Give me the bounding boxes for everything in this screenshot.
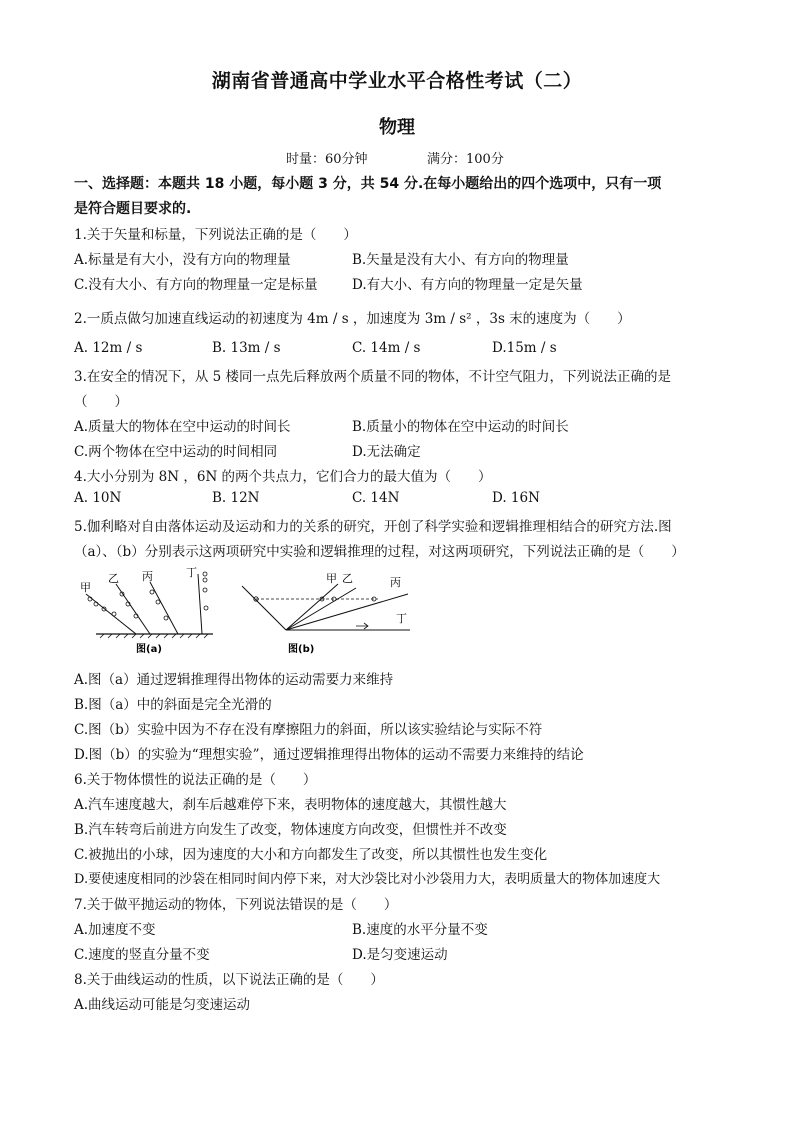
q7-stem: 7.关于做平抛运动的物体，下列说法错误的是（ ） — [74, 897, 398, 913]
q2-option-a: A. 12m / s — [74, 340, 143, 356]
q2-option-b: B. 13m / s — [212, 340, 281, 356]
q5-stem-cont: （a）、（b）分别表示这两项研究中实验和逻辑推理的过程，对这两项研究，下列说法正确的是（ ） — [74, 544, 685, 560]
q4-option-d: D. 16N — [492, 490, 540, 506]
q5-stem: 5.伽利略对自由落体运动及运动和力的关系的研究，开创了科学实验和逻辑推理相结合的研究方法.图 — [74, 519, 672, 535]
q1-option-b: B.矢量是没有大小、有方向的物理量 — [352, 252, 569, 268]
q6-option-a: A.汽车速度越大，刹车后越难停下来，表明物体的速度越大，其惯性越大 — [74, 797, 507, 813]
exam-time: 时量：60分钟 — [286, 152, 368, 167]
q4-option-a: A. 10N — [74, 490, 122, 506]
q7-option-b: B.速度的水平分量不变 — [352, 922, 488, 938]
q3-option-c: C.两个物体在空中运动的时间相同 — [74, 444, 278, 460]
q3-option-d: D.无法确定 — [352, 444, 421, 460]
q7-option-a: A.加速度不变 — [74, 922, 156, 938]
fig-a-label-bing: 丙 — [142, 570, 153, 583]
q1-stem: 1.关于矢量和标量，下列说法正确的是（ ） — [74, 227, 357, 243]
fig-b-label-ding: 丁 — [396, 612, 407, 625]
q3-stem: 3.在安全的情况下，从 5 楼同一点先后释放两个质量不同的物体，不计空气阻力，下列说法正确的是 — [74, 369, 672, 385]
q8-stem: 8.关于曲线运动的性质，以下说法正确的是（ ） — [74, 972, 384, 988]
q3-option-b: B.质量小的物体在空中运动的时间长 — [352, 419, 569, 435]
q3-option-a: A.质量大的物体在空中运动的时间长 — [74, 419, 291, 435]
q8-option-a: A.曲线运动可能是匀变速运动 — [74, 997, 251, 1013]
q1-option-c: C.没有大小、有方向的物理量一定是标量 — [74, 277, 318, 293]
fig-b-label-yi: 乙 — [342, 572, 353, 585]
q6-option-b: B.汽车转弯后前进方向发生了改变，物体速度方向改变，但惯性并不改变 — [74, 822, 507, 838]
fig-b-label-jia: 甲 — [326, 572, 337, 585]
q5-option-c: C.图（b）实验中因为不存在没有摩擦阻力的斜面，所以该实验结论与实际不符 — [74, 722, 543, 738]
q4-stem: 4.大小分别为 8N ，6N 的两个共点力，它们合力的最大值为（ ） — [74, 469, 492, 485]
q2-option-d: D.15m / s — [492, 340, 557, 356]
q5-option-b: B.图（a）中的斜面是完全光滑的 — [74, 697, 272, 713]
section-heading-line1: 一、选择题：本题共 18 小题，每小题 3 分，共 54 分.在每小题给出的四个选项中，只有一项 — [74, 176, 662, 192]
q4-option-b: B. 12N — [212, 490, 260, 506]
q6-option-d: D.要使速度相同的沙袋在相同时间内停下来，对大沙袋比对小沙袋用力大，表明质量大的物体加速度大 — [74, 872, 661, 887]
q4-option-c: C. 14N — [352, 490, 400, 506]
q6-stem: 6.关于物体惯性的说法正确的是（ ） — [74, 772, 317, 788]
q2-stem: 2.一质点做匀加速直线运动的初速度为 4m / s ，加速度为 3m / s² ，3s 末的速度为（ ） — [74, 311, 631, 327]
fig-a-caption: 图(a) — [136, 644, 162, 655]
figure-b-ideal-experiment — [238, 570, 418, 658]
section-heading-line2: 是符合题目要求的. — [74, 201, 192, 217]
q6-option-c: C.被抛出的小球，因为速度的大小和方向都发生了改变，所以其惯性也发生变化 — [74, 847, 548, 863]
q2-option-c: C. 14m / s — [352, 340, 421, 356]
exam-full-score: 满分：100分 — [427, 152, 504, 167]
fig-a-label-ding: 丁 — [186, 566, 197, 579]
q1-option-d: D.有大小、有方向的物理量一定是矢量 — [352, 277, 583, 293]
figure-a-inclines — [78, 566, 218, 658]
fig-a-label-jia: 甲 — [80, 581, 91, 594]
q3-stem-cont: （ ） — [74, 394, 128, 410]
fig-a-label-yi: 乙 — [108, 572, 119, 585]
exam-title: 湖南省普通高中学业水平合格性考试（二） — [211, 70, 583, 92]
fig-b-label-bing: 丙 — [390, 576, 401, 589]
q5-option-d: D.图（b）的实验为“理想实验”，通过逻辑推理得出物体的运动不需要力来维持的结论 — [74, 747, 584, 763]
q5-option-a: A.图（a）通过逻辑推理得出物体的运动需要力来维持 — [74, 672, 394, 688]
q7-option-c: C.速度的竖直分量不变 — [74, 947, 210, 963]
subject-title: 物理 — [379, 117, 415, 138]
fig-b-caption: 图(b) — [288, 644, 315, 655]
q7-option-d: D.是匀变速运动 — [352, 947, 448, 963]
q1-option-a: A.标量是有大小，没有方向的物理量 — [74, 252, 291, 268]
